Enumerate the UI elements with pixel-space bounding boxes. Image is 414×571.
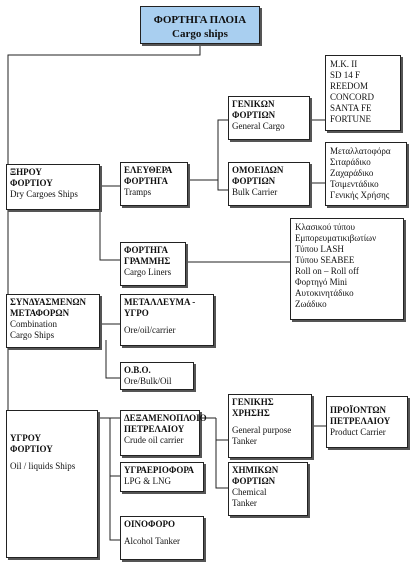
tramps-gr2: ΦΟΡΤΗΓΑ xyxy=(124,176,169,186)
connector-liquid-lpg xyxy=(110,418,120,476)
product-gr1: ΠΡΟΪΟΝΤΩΝ xyxy=(330,405,387,415)
root-title-en: Cargo ships xyxy=(172,28,228,40)
liquid-en: Oil / liquids Ships xyxy=(10,461,76,471)
general-type-item: SD 14 F xyxy=(330,70,361,80)
tramps-en: Tramps xyxy=(124,187,152,197)
liners-gr1: ΦΟΡΤΗΓΑ xyxy=(124,245,169,255)
connector-combination-obo xyxy=(106,340,120,378)
general-cargo-box xyxy=(228,96,310,140)
lpg-en: LPG & LNG xyxy=(124,476,171,486)
bulk-type-item: Ζαχαράδικο xyxy=(330,168,374,178)
general-cargo-types-list xyxy=(325,55,401,131)
general-purpose-gr2: ΧΡΗΣΗΣ xyxy=(232,408,270,418)
liquid-gr2: ΦΟΡΤΙΟΥ xyxy=(10,444,53,454)
liner-type-item: Εμπορευματικιβωτίων xyxy=(295,233,377,243)
tramps-box xyxy=(120,162,188,206)
alcohol-en: Alcohol Tanker xyxy=(124,536,180,546)
general-purpose-en1: General purpose xyxy=(232,425,292,435)
bulk-type-item: Τσιμεντάδικο xyxy=(330,179,379,189)
crude-oil-box xyxy=(120,410,207,456)
alcohol-tanker-box xyxy=(120,516,204,560)
crude-gr2: ΠΕΤΡΕΛΑΙΟΥ xyxy=(124,424,185,434)
cargo-liners-box xyxy=(120,242,186,286)
liner-type-item: Φορτηγό Mini xyxy=(295,277,348,287)
general-cargo-gr1: ΓΕΝΙΚΩΝ xyxy=(232,99,275,109)
liner-type-item: Ζωάδικο xyxy=(295,299,327,309)
bulk-en: Bulk Carrier xyxy=(232,187,278,197)
chemical-en1: Chemical xyxy=(232,487,267,497)
combination-en1: Combination xyxy=(10,319,57,329)
combination-box xyxy=(6,294,100,348)
connector-crude-sub xyxy=(200,418,228,488)
obo-box xyxy=(120,362,194,390)
general-purpose-gr1: ΓΕΝΙΚΗΣ xyxy=(232,397,274,407)
bulk-type-item: Σιταράδικο xyxy=(330,157,371,167)
general-type-item: M.K. II xyxy=(330,59,358,69)
chemical-en2: Tanker xyxy=(232,498,257,508)
dry-gr1: ΞΗΡΟΥ xyxy=(10,167,42,177)
tramps-gr1: ΕΛΕΥΘΕΡΑ xyxy=(124,165,173,175)
chemical-gr1: ΧΗΜΙΚΩΝ xyxy=(232,465,279,475)
lpg-gr: ΥΓΡΑΕΡΙΟΦΟΡΑ xyxy=(124,465,195,475)
liner-type-item: Roll on – Roll off xyxy=(295,266,359,276)
liner-type-item: Τύπου SEABEE xyxy=(295,255,355,265)
crude-en: Crude oil carrier xyxy=(124,435,184,445)
general-cargo-gr2: ΦΟΡΤΙΩΝ xyxy=(232,110,276,120)
lpg-lng-box xyxy=(120,462,204,492)
crude-gr1: ΔΕΞΑΜΕΝΟΠΛΟΙΟ xyxy=(124,413,207,423)
obo-en: Ore/Bulk/Oil xyxy=(124,376,172,386)
root-title-gr: ΦΟΡΤΗΓΑ ΠΛΟΙΑ xyxy=(153,14,247,26)
liquid-cargo-box xyxy=(6,410,98,558)
dry-gr2: ΦΟΡΤΙΟΥ xyxy=(10,178,53,188)
connector-dry-liners xyxy=(100,200,120,260)
product-gr2: ΠΕΤΡΕΛΑΙΟΥ xyxy=(330,416,391,426)
general-type-item: FORTUNE xyxy=(330,114,371,124)
connector-tramps-sub xyxy=(188,120,228,190)
liquid-gr1: ΥΓΡΟΥ xyxy=(10,433,41,443)
obo-gr: Ο.Β.Ο. xyxy=(124,365,151,375)
alcohol-gr: ΟΙΝΟΦΟΡΟ xyxy=(124,519,175,529)
dry-cargo-box xyxy=(6,164,100,210)
ore-oil-gr1: ΜΕΤΑΛΛΕΥΜΑ - xyxy=(124,297,196,307)
chemical-gr2: ΦΟΡΤΙΩΝ xyxy=(232,476,276,486)
liners-gr2: ΓΡΑΜΜΗΣ xyxy=(124,256,171,266)
chemical-tanker-box xyxy=(228,462,308,516)
ore-oil-en: Ore/oil/carrier xyxy=(124,325,176,335)
liner-type-item: Τύπου LASH xyxy=(295,244,344,254)
product-carrier-box xyxy=(326,396,408,448)
root-box xyxy=(140,6,260,44)
bulk-gr2: ΦΟΡΤΙΩΝ xyxy=(232,176,276,186)
bulk-carrier-box xyxy=(228,162,310,206)
combination-en2: Cargo Ships xyxy=(10,330,55,340)
bulk-type-item: Μεταλλατοφόρα xyxy=(330,146,391,156)
liner-type-item: Αυτοκινητάδικο xyxy=(295,288,354,298)
general-cargo-en: General Cargo xyxy=(232,121,285,131)
general-type-item: REEDOM xyxy=(330,81,368,91)
combination-gr1: ΣΥΝΔΥΑΣΜΕΝΩΝ xyxy=(10,297,87,307)
general-type-item: CONCORD xyxy=(330,92,375,102)
general-purpose-box xyxy=(228,394,312,458)
liners-en: Cargo Liners xyxy=(124,267,172,277)
general-type-item: SANTA FE xyxy=(330,103,372,113)
connector-liquid-alcohol xyxy=(110,476,120,540)
general-purpose-en2: Tanker xyxy=(232,436,257,446)
ore-oil-gr2: ΥΓΡΟ xyxy=(124,308,149,318)
dry-en: Dry Cargoes Ships xyxy=(10,189,78,199)
bulk-types-list xyxy=(325,142,407,206)
liner-types-list xyxy=(290,218,404,320)
bulk-gr1: ΟΜΟΕΙΔΩΝ xyxy=(232,165,284,175)
combination-gr2: ΜΕΤΑΦΟΡΩΝ xyxy=(10,308,70,318)
product-en: Product Carrier xyxy=(330,427,386,437)
ore-oil-box xyxy=(120,294,214,346)
liner-type-item: Κλασικού τύπου xyxy=(295,222,355,232)
bulk-type-item: Γενικής Χρήσης xyxy=(330,190,390,200)
